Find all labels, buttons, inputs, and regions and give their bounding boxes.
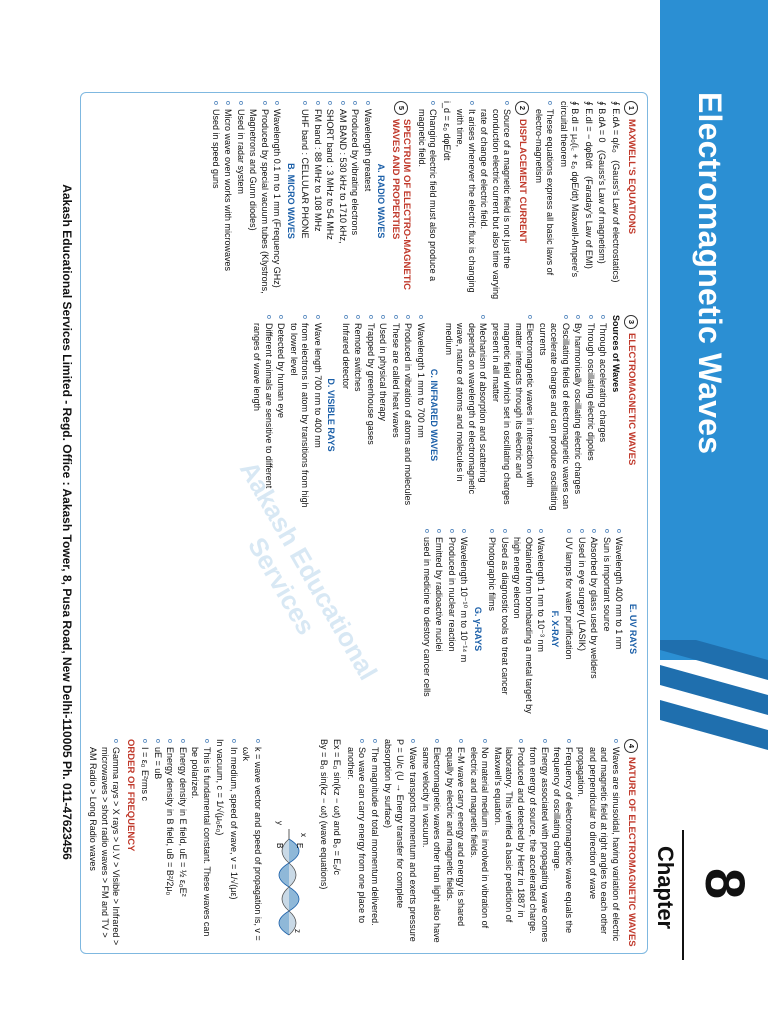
em-item: o Oscillating fields of electromagnetic waves can accelerate charges and can produce oscillating currents: [537, 315, 572, 515]
wave-label-x: x: [299, 833, 309, 837]
nature-item: o Wave transports momentum and exerts pressure: [407, 739, 419, 947]
intensity-item: o I = ε₀ E²rms c: [139, 739, 151, 947]
nature-item: o Produced and detected by Hertz in 1887 in laboratory. This verified a basic prediction of Maxwell's equation.: [492, 739, 527, 947]
displacement-formula: i_d = ε₀ dφE/dt: [442, 101, 452, 161]
uv-title: E. UV RAYS: [628, 603, 638, 655]
radio-item: o SHORT band : 3 MHz to 54 MHz: [324, 101, 336, 301]
micro-item: o Used in radar system: [235, 101, 247, 301]
uv-item: o Used in eye surgery (LASIK): [576, 529, 588, 729]
maxwell-eq-4: ∮ B.dl = μ₀(i꜀ + ε₀ dφE/dt) Maxwell-Ampere's circuital theorem: [559, 101, 581, 278]
speed-item: o In medium, speed of wave, v = 1/√(με): [228, 739, 240, 947]
radio-waves-title: A. RADIO WAVES: [376, 163, 387, 239]
gamma-item: o Emitted by radioactive nuclei: [433, 529, 445, 729]
wave-label-y: y: [275, 821, 285, 825]
nature-more: o The magnitude of total momentum delivered.: [369, 739, 381, 947]
column-4: [86, 739, 641, 947]
maxwell-bullet: o These equations express all basic laws of electro-magnetism: [533, 101, 556, 301]
nature-more: o So wave can carry energy from one place to another.: [345, 739, 368, 947]
em-item: o Through oscillating electric dipoles: [585, 315, 597, 515]
chapter-number: 8: [694, 868, 757, 900]
visible-title: D. VISIBLE RAYS: [326, 378, 337, 452]
gamma-title: G. γ-RAYS: [473, 606, 483, 652]
infrared-item: o Produced in vibration of atoms and molecules: [402, 315, 414, 515]
content-panel: [80, 92, 648, 954]
chapter-label: Chapter: [653, 846, 678, 930]
nature-item: o No material medium is involved in vibration of electric and magnetic fields.: [468, 739, 491, 947]
visible-item: o from electrons in atom by transitions from high to lower level: [288, 315, 311, 515]
micro-item: o Produced by special vacuum tubes (Klystrons, Magnetrons and Gunn diodes): [247, 101, 270, 301]
chapter-divider: [682, 830, 684, 960]
maxwell-eq-2: ∮ B.dA = 0 (Gauss's Law of magnetism): [597, 101, 608, 264]
maxwell-eq-3: ∮ E.dl = − dφB/dt (Faraday's Law of EMI): [584, 101, 594, 269]
column-1: [209, 101, 642, 301]
em-wave-diagram: [272, 739, 312, 939]
nature-item: o E-M wave carry energy and energy is shared equally by electric and magnetic fields.: [444, 739, 467, 947]
xray-item: o Photographic films: [486, 529, 498, 729]
order-title: ORDER OF FREQUENCY: [125, 739, 136, 852]
infrared-item: o Used in physical therapy: [377, 315, 389, 515]
radio-item: o UHF band : CELLULAR PHONE: [299, 101, 311, 301]
vacuum-speed: In vacuum, c = 1/√(μ₀ε₀): [215, 739, 226, 836]
visible-item: o Different animals are sensitive to different ranges of wave length: [251, 315, 274, 515]
section-nature-title: 4 NATURE OF ELECTROMAGNETIC WAVES: [624, 739, 638, 947]
nature-item: o Energy associated with propagating wave comes from energy of source, the accelerated charge.: [527, 739, 550, 947]
energy-b-item: o Energy density in B field, uB = B²/2μ₀: [164, 739, 176, 947]
gamma-item: o used in medicine to destory cancer cells: [421, 529, 433, 729]
xray-item: o Wavelength 1 nm to 10⁻³ nm: [535, 529, 547, 729]
ex-equation: Ex = E₀ sin(kz − ωt) and B₀ = E₀/c: [332, 739, 343, 876]
micro-waves-title: B. MICRO WAVES: [286, 163, 296, 239]
displacement-text-1: o Source of a magnetic field is not just the conduction electric current but also time varying rate of change of electric field.: [478, 101, 513, 301]
radio-item: o AM BAND : 530 kHz to 1710 kHz,: [337, 101, 349, 301]
uv-item: o Sun is important source: [601, 529, 613, 729]
xray-item: o Used as diagnostic tools to treat cancer: [499, 529, 511, 729]
infrared-item: o These are called heat waves: [390, 315, 402, 515]
column-3: [420, 529, 642, 729]
chapter-title: Electromagnetic Waves: [692, 92, 728, 455]
watermark: Aakash Educational Services: [233, 456, 384, 685]
nature-item: o Waves are sinusoidal, having variation of electric and magnetic field at right angles to each other and perpendicular to direction of wave propagation.: [575, 739, 621, 947]
nature-item: o Electromagnetic waves other than light also have same velocity in vacuum.: [420, 739, 443, 947]
radio-item: o Wavelength greatest: [362, 101, 374, 301]
uv-item: o Wavelength 400 nm to 1 nm: [613, 529, 625, 729]
by-equation: By = B₀ sin(kz − ωt) (wave equations): [319, 739, 329, 890]
pressure-formula: P = U/c (U → Energy transfer for complete absorption by surface): [383, 739, 405, 909]
maxwell-eq-1: ∮ E.dA = q/ε₀ (Gauss's Law of electrostatics): [611, 101, 621, 283]
section-displacement-title: 2 DISPLACEMENT CURRENT: [516, 101, 530, 301]
nature-item: o Frequency of electromagnetic wave equals the frequency of oscillating charge.: [551, 739, 574, 947]
em-item: o By harmonically oscillating electric charges: [572, 315, 584, 515]
section-spectrum-title: 5 SPECTRUM OF ELECTRO-MAGNETIC WAVES AND PROPERTIES: [390, 101, 413, 301]
radio-item: o FM band : 88 MHz to 108 MHz: [312, 101, 324, 301]
energy-e-item: o Energy density in E field, uE = ½ ε₀E²: [177, 739, 189, 947]
column-2: [250, 315, 641, 515]
footer-text: Aakash Educational Services Limited - Regd. Office : Aakash Tower, 8, Pusa Road, New Delhi-110005 Ph. 011-47623456: [60, 184, 74, 860]
infrared-title: C. INFRARED WAVES: [429, 368, 440, 462]
infrared-item: o Trapped by greenhouse gases: [365, 315, 377, 515]
infrared-item: o Wavelength 1 mm to 700 nm: [415, 315, 427, 515]
k-item: o k = wave vector and speed of propagation is, v = ω/k: [240, 739, 263, 947]
radio-item: o Produced by vibrating electrons: [349, 101, 361, 301]
infrared-item: o Remote switches: [352, 315, 364, 515]
micro-item: o Micro wave oven works with microwaves: [222, 101, 234, 301]
uv-item: o Absorbed by glass used by welders: [588, 529, 600, 729]
order-item: o Gamma rays > X rays > U.V > Visible > Infrared > microwaves > short radio waves > FM and TV > AM Radio > Long Radio waves: [87, 739, 122, 947]
section-maxwell-title: 1 MAXWELL'S EQUATIONS: [624, 101, 638, 301]
gamma-item: o Produced in nuclear reaction: [446, 529, 458, 729]
em-item: o Through accelerating charges: [597, 315, 609, 515]
xray-item: o Obtained from bombarding a metal target by high energy electron: [511, 529, 534, 729]
micro-item: o Wavelength 0.1 m to 1 mm (Frequency GHz): [271, 101, 283, 301]
displacement-text-2: o It arises whenever the electric flux is changing with time,: [454, 101, 477, 301]
micro-item: o Used in speed guns: [210, 101, 222, 301]
equal-item: o uE = uB: [152, 739, 164, 947]
fund-item: o This is fundamental constant. These waves can be polarized.: [189, 739, 212, 947]
xray-title: F. X-RAY: [550, 610, 560, 648]
infrared-item: o Infrared detector: [340, 315, 352, 515]
visible-item: o Detected by human eye: [275, 315, 287, 515]
em-item: o Electromagnetic waves in interaction with matter interacts through its electric and magnetic field which set in oscillating charges present in all matter: [490, 315, 536, 515]
em-item: o Mechanism of absorption and scattering depends on wavelength of electromagnetic wave, nature of atoms and molecules in medium: [443, 315, 489, 515]
displacement-bullet: o Changing electric field must also produce a magnetic field.: [416, 101, 439, 301]
wave-label-b: B: [275, 843, 285, 849]
wave-label-z: z: [293, 929, 303, 933]
sources-label: Sources of Waves: [611, 315, 621, 393]
gamma-item: o Wavelength 10⁻¹⁰ m to 10⁻¹⁴ m: [458, 529, 470, 729]
uv-item: o UV lamps for water purification: [563, 529, 575, 729]
section-em-waves-title: 3 ELECTROMAGNETIC WAVES: [624, 315, 638, 515]
visible-item: o Wave length 700 nm to 400 nm: [312, 315, 324, 515]
wave-label-e: E: [295, 843, 305, 849]
